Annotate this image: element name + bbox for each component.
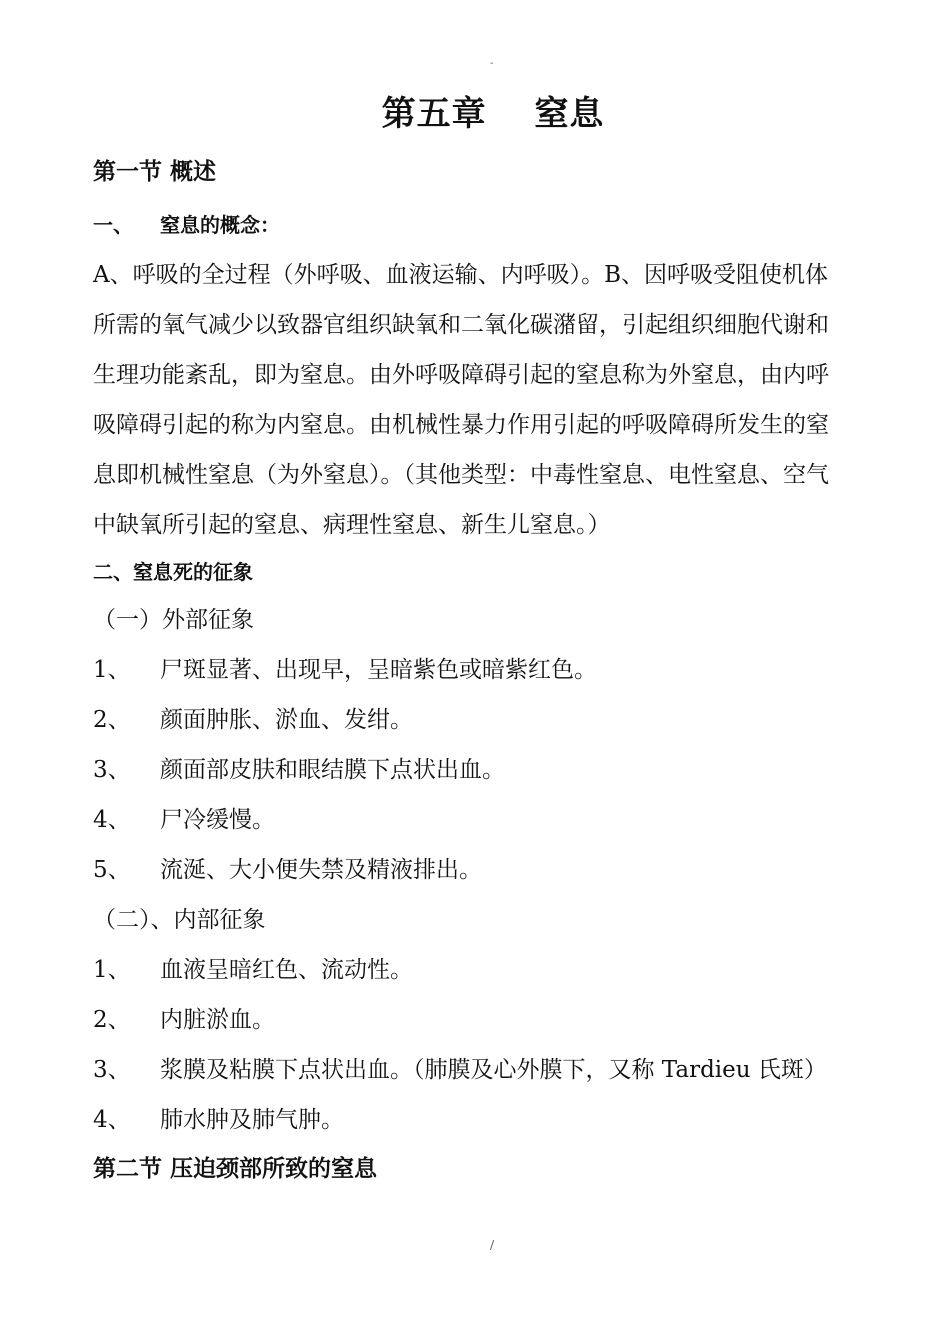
list-item — [93, 751, 505, 784]
list-item-number: 1、 — [93, 657, 131, 683]
paragraph-line: 吸障碍引起的称为内窒息。由机械性暴力作用引起的呼吸障碍所发生的窒 — [93, 412, 829, 438]
list-item — [93, 1051, 827, 1084]
list-item-number: 4、 — [93, 1107, 131, 1133]
list-item-text: 颜面肿胀、淤血、发绀。 — [160, 707, 413, 733]
concept-heading-number: 一、 — [93, 213, 133, 237]
concept-heading — [93, 209, 280, 238]
paragraph-line: 中缺氧所引起的窒息、病理性窒息、新生儿窒息。） — [93, 512, 611, 538]
list-item-number: 4、 — [93, 807, 131, 833]
list-item-number: 3、 — [93, 757, 131, 783]
signs-heading: 二、窒息死的征象 — [93, 560, 253, 584]
list-item — [93, 801, 275, 834]
list-item-text: 肺水肿及肺气肿。 — [160, 1107, 344, 1133]
list-item-text: 流涎、大小便失禁及精液排出。 — [160, 857, 482, 883]
paragraph-line: 息即机械性窒息（为外窒息）。（其他类型：中毒性窒息、电性窒息、空气 — [93, 462, 829, 488]
list-item — [93, 651, 597, 684]
top-page-mark: - — [490, 58, 494, 69]
concept-paragraph — [93, 250, 905, 550]
list-item — [93, 951, 413, 984]
list-item — [93, 701, 413, 734]
list-item-number: 2、 — [93, 707, 131, 733]
internal-signs-heading: （二）、内部征象 — [93, 907, 266, 933]
list-item-text: 尸斑显著、出现早，呈暗紫色或暗紫红色。 — [160, 657, 597, 683]
concept-heading-title: 窒息的概念： — [160, 213, 280, 237]
section-2-heading: 第二节 压迫颈部所致的窒息 — [93, 1155, 378, 1182]
paragraph-line: A、呼吸的全过程（外呼吸、血液运输、内呼吸）。B、因呼吸受阻使机体 — [93, 262, 829, 288]
paragraph-line: 所需的氧气减少以致器官组织缺氧和二氧化碳潴留，引起组织细胞代谢和 — [93, 312, 829, 338]
list-item-number: 5、 — [93, 857, 131, 883]
list-item-number: 1、 — [93, 957, 131, 983]
list-item — [93, 851, 482, 884]
list-item-number: 3、 — [93, 1057, 131, 1083]
list-item-text: 血液呈暗红色、流动性。 — [160, 957, 413, 983]
bottom-page-mark: / — [490, 1238, 495, 1252]
paragraph-line: 生理功能紊乱，即为窒息。由外呼吸障碍引起的窒息称为外窒息，由内呼 — [93, 362, 829, 388]
list-item-text: 尸冷缓慢。 — [160, 807, 275, 833]
list-item-text: 浆膜及粘膜下点状出血。（肺膜及心外膜下，又称 Tardieu 氏斑） — [160, 1057, 827, 1083]
list-item-number: 2、 — [93, 1007, 131, 1033]
chapter-title: 第五章 窒息 — [381, 94, 605, 134]
list-item — [93, 1101, 344, 1134]
list-item-text: 颜面部皮肤和眼结膜下点状出血。 — [160, 757, 505, 783]
section-1-heading: 第一节 概述 — [93, 158, 217, 185]
list-item — [93, 1001, 275, 1034]
list-item-text: 内脏淤血。 — [160, 1007, 275, 1033]
external-signs-heading: （一）外部征象 — [93, 607, 254, 633]
